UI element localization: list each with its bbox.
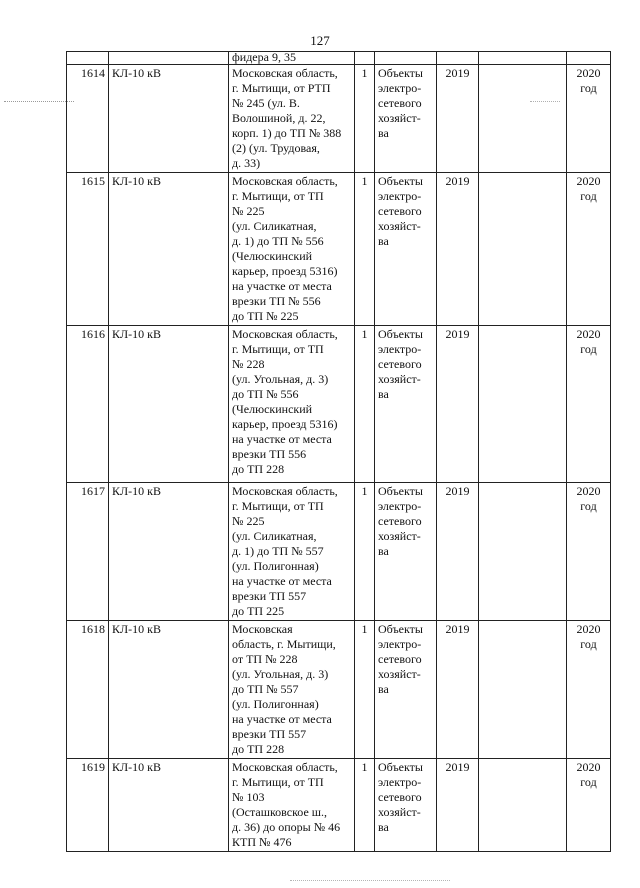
cell-address: фидера 9, 35 — [229, 52, 355, 65]
page-number: 127 — [310, 33, 330, 48]
cell-type: КЛ-10 кВ — [109, 759, 229, 852]
cell-address: Московская область, г. Мытищи, от ТП № 225 (ул. Силикатная, д. 1) до ТП № 556 (Челюскинский карьер, проезд 5316) на участке от места врезки ТП № 556 до ТП № 225 — [229, 173, 355, 326]
cell-year-start — [437, 52, 479, 65]
registry-table — [66, 51, 611, 852]
cell-year-end: 2020 год — [567, 621, 611, 759]
cell-address: Московская область, г. Мытищи, от ТП № 225 (ул. Силикатная, д. 1) до ТП № 557 (ул. Полигонная) на участке от места врезки ТП 557 до ТП 225 — [229, 483, 355, 621]
cell-empty — [479, 173, 567, 326]
cell-empty — [479, 326, 567, 483]
cell-category — [375, 52, 437, 65]
cell-year-end — [567, 52, 611, 65]
cell-category: Объекты электро- сетевого хозяйст- ва — [375, 173, 437, 326]
cell-category: Объекты электро- сетевого хозяйст- ва — [375, 326, 437, 483]
cell-empty — [479, 759, 567, 852]
cell-year-end: 2020 год — [567, 326, 611, 483]
cell-empty — [479, 621, 567, 759]
table-row — [67, 65, 611, 173]
cell-count — [355, 52, 375, 65]
cell-num: 1616 — [67, 326, 109, 483]
cell-count: 1 — [355, 621, 375, 759]
table-row — [67, 483, 611, 621]
cell-count: 1 — [355, 326, 375, 483]
cell-year-start: 2019 — [437, 483, 479, 621]
cell-num: 1617 — [67, 483, 109, 621]
cell-type: КЛ-10 кВ — [109, 173, 229, 326]
cell-address: Московская область, г. Мытищи, от ТП № 103 (Осташковское ш., д. 36) до опоры № 46 КТП № 476 — [229, 759, 355, 852]
cell-empty — [479, 483, 567, 621]
cell-count: 1 — [355, 173, 375, 326]
cell-year-start: 2019 — [437, 621, 479, 759]
cell-num: 1619 — [67, 759, 109, 852]
cell-category: Объекты электро- сетевого хозяйст- ва — [375, 759, 437, 852]
cell-year-end: 2020 год — [567, 173, 611, 326]
cell-category: Объекты электро- сетевого хозяйст- ва — [375, 65, 437, 173]
table-row — [67, 173, 611, 326]
cell-category: Объекты электро- сетевого хозяйст- ва — [375, 483, 437, 621]
cell-address: Московская область, г. Мытищи, от ТП № 228 (ул. Угольная, д. 3) до ТП № 557 (ул. Полигонная) на участке от места врезки ТП 557 до ТП 228 — [229, 621, 355, 759]
cell-year-end: 2020 год — [567, 483, 611, 621]
cell-year-start: 2019 — [437, 65, 479, 173]
scan-artifact-dots — [290, 880, 450, 883]
cell-type: КЛ-10 кВ — [109, 483, 229, 621]
cell-empty — [479, 52, 567, 65]
cell-type: КЛ-10 кВ — [109, 65, 229, 173]
cell-num — [67, 52, 109, 65]
cell-type: КЛ-10 кВ — [109, 326, 229, 483]
cell-year-end: 2020 год — [567, 65, 611, 173]
scan-artifact-dots — [4, 101, 74, 104]
table-row — [67, 326, 611, 483]
cell-count: 1 — [355, 483, 375, 621]
cell-year-start: 2019 — [437, 173, 479, 326]
cell-count: 1 — [355, 759, 375, 852]
cell-address: Московская область, г. Мытищи, от РТП № 245 (ул. В. Волошиной, д. 22, корп. 1) до ТП № 388 (2) (ул. Трудовая, д. 33) — [229, 65, 355, 173]
cell-num: 1618 — [67, 621, 109, 759]
cell-num: 1615 — [67, 173, 109, 326]
cell-year-start: 2019 — [437, 759, 479, 852]
cell-empty — [479, 65, 567, 173]
table-row — [67, 759, 611, 852]
table-row-continuation — [67, 52, 611, 65]
table-row — [67, 621, 611, 759]
cell-num: 1614 — [67, 65, 109, 173]
cell-year-start: 2019 — [437, 326, 479, 483]
cell-type — [109, 52, 229, 65]
cell-type: КЛ-10 кВ — [109, 621, 229, 759]
cell-category: Объекты электро- сетевого хозяйст- ва — [375, 621, 437, 759]
cell-count: 1 — [355, 65, 375, 173]
cell-address: Московская область, г. Мытищи, от ТП № 228 (ул. Угольная, д. 3) до ТП № 556 (Челюскинский карьер, проезд 5316) на участке от места врезки ТП 556 до ТП 228 — [229, 326, 355, 483]
cell-year-end: 2020 год — [567, 759, 611, 852]
